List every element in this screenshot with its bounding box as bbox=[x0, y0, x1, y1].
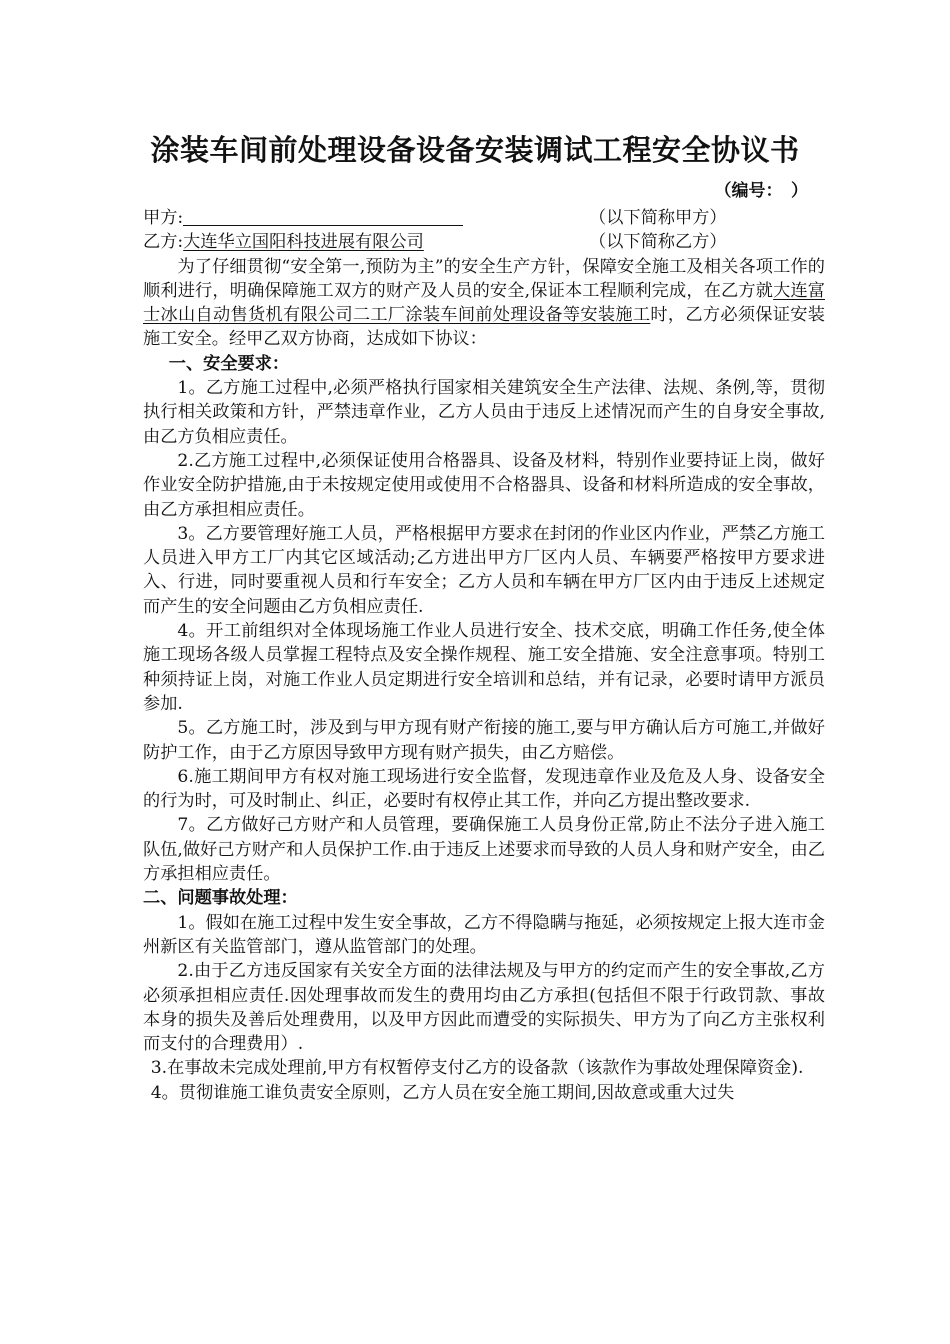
document-title: 涂装车间前处理设备设备安装调试工程安全协议书 bbox=[150, 133, 800, 167]
section2-heading: 二、问题事故处理： bbox=[143, 888, 298, 909]
party-b-line bbox=[143, 230, 825, 254]
intro-project-name: 大连富士冰山自动售货机有限公司二工厂涂装车间前处理设备等安装施工 bbox=[143, 280, 825, 326]
party-a-label: 甲方: bbox=[143, 208, 184, 228]
section2-item: 1。假如在施工过程中发生安全事故，乙方不得隐瞒与拖延，必须按规定上报大连市金州新区有关监管部门，遵从监管部门的处理。 bbox=[143, 912, 825, 957]
serial-number: （编号： ） bbox=[714, 181, 808, 201]
section1-item: 2.乙方施工过程中,必须保证使用合格器具、设备及材料，特别作业要持证上岗，做好作业安全防护措施,由于未按规定使用或使用不合格器具、设备和材料所造成的安全事故，由乙方承担相应责任。 bbox=[143, 450, 825, 520]
party-b-name: 大连华立国阳科技进展有限公司 bbox=[183, 232, 424, 253]
section1-item: 5。乙方施工时，涉及到与甲方现有财产衔接的施工,要与甲方确认后方可施工,并做好防护工作，由于乙方原因导致甲方现有财产损失，由乙方赔偿。 bbox=[143, 718, 825, 763]
section1-item: 7。乙方做好己方财产和人员管理，要确保施工人员身份正常,防止不法分子进入施工队伍,做好己方财产和人员保护工作.由于违反上述要求而导致的人员人身和财产安全，由乙方承担相应责任。 bbox=[143, 815, 825, 885]
section2-item: 2.由于乙方违反国家有关安全方面的法律法规及与甲方的约定而产生的安全事故,乙方必须承担相应责任.因处理事故而发生的费用均由乙方承担(包括但不限于行政罚款、事故本身的损失及善后处理费用，以及甲方因此而遭受的实际损失、甲方为了向乙方主张权利而支付的合理费用）. bbox=[143, 961, 825, 1055]
section1-heading: 一、安全要求： bbox=[168, 353, 290, 374]
party-a-line bbox=[143, 206, 825, 230]
section1-item: 6.施工期间甲方有权对施工现场进行安全监督，发现违章作业及危及人身、设备安全的行为时，可及时制止、纠正，必要时有权停止其工作，并向乙方提出整改要求. bbox=[143, 766, 825, 812]
intro-after: 时，乙方必须保证安装施工安全。经甲乙双方协商，达成如下协议： bbox=[143, 305, 825, 350]
intro-before: 为了仔细贯彻“安全第一,预防为主”的安全生产方针，保障安全施工及相关各项工作的顺利进行，明确保障施工双方的财产及人员的安全,保证本工程顺利完成，在乙方就 bbox=[143, 256, 825, 301]
party-a-note: （以下简称甲方） bbox=[589, 208, 727, 228]
section2-item: 4。贯彻谁施工谁负责安全原则，乙方人员在安全施工期间,因故意或重大过失 bbox=[150, 1082, 735, 1103]
party-b-label: 乙方: bbox=[143, 232, 184, 253]
section1-item: 3。乙方要管理好施工人员，严格根据甲方要求在封闭的作业区内作业，严禁乙方施工人员进入甲方工厂内其它区域活动;乙方进出甲方厂区内人员、车辆要严格按甲方要求进入、行进，同时要重视人员和行车安全；乙方人员和车辆在甲方厂区内由于违反上述规定而产生的安全问题由乙方负相应责任. bbox=[143, 523, 825, 617]
party-a-blank-field bbox=[183, 207, 463, 226]
document-body bbox=[143, 206, 825, 1105]
section2-item: 3.在事故未完成处理前,甲方有权暂停支付乙方的设备款（该款作为事故处理保障资金). bbox=[150, 1058, 804, 1079]
section1-item: 4。开工前组织对全体现场施工作业人员进行安全、技术交底，明确工作任务,使全体施工现场各级人员掌握工程特点及安全操作规程、施工安全措施、安全注意事项。特别工种须持证上岗，对施工作业人员定期进行安全培训和总结，并有记录，必要时请甲方派员参加. bbox=[143, 621, 825, 714]
party-b-note: （以下简称乙方） bbox=[589, 232, 727, 253]
intro-paragraph bbox=[143, 255, 825, 352]
section1-item: 1。乙方施工过程中,必须严格执行国家相关建筑安全生产法律、法规、条例,等，贯彻执行相关政策和方针，严禁违章作业，乙方人员由于违反上述情况而产生的自身安全事故,由乙方负相应责任。 bbox=[143, 378, 825, 447]
